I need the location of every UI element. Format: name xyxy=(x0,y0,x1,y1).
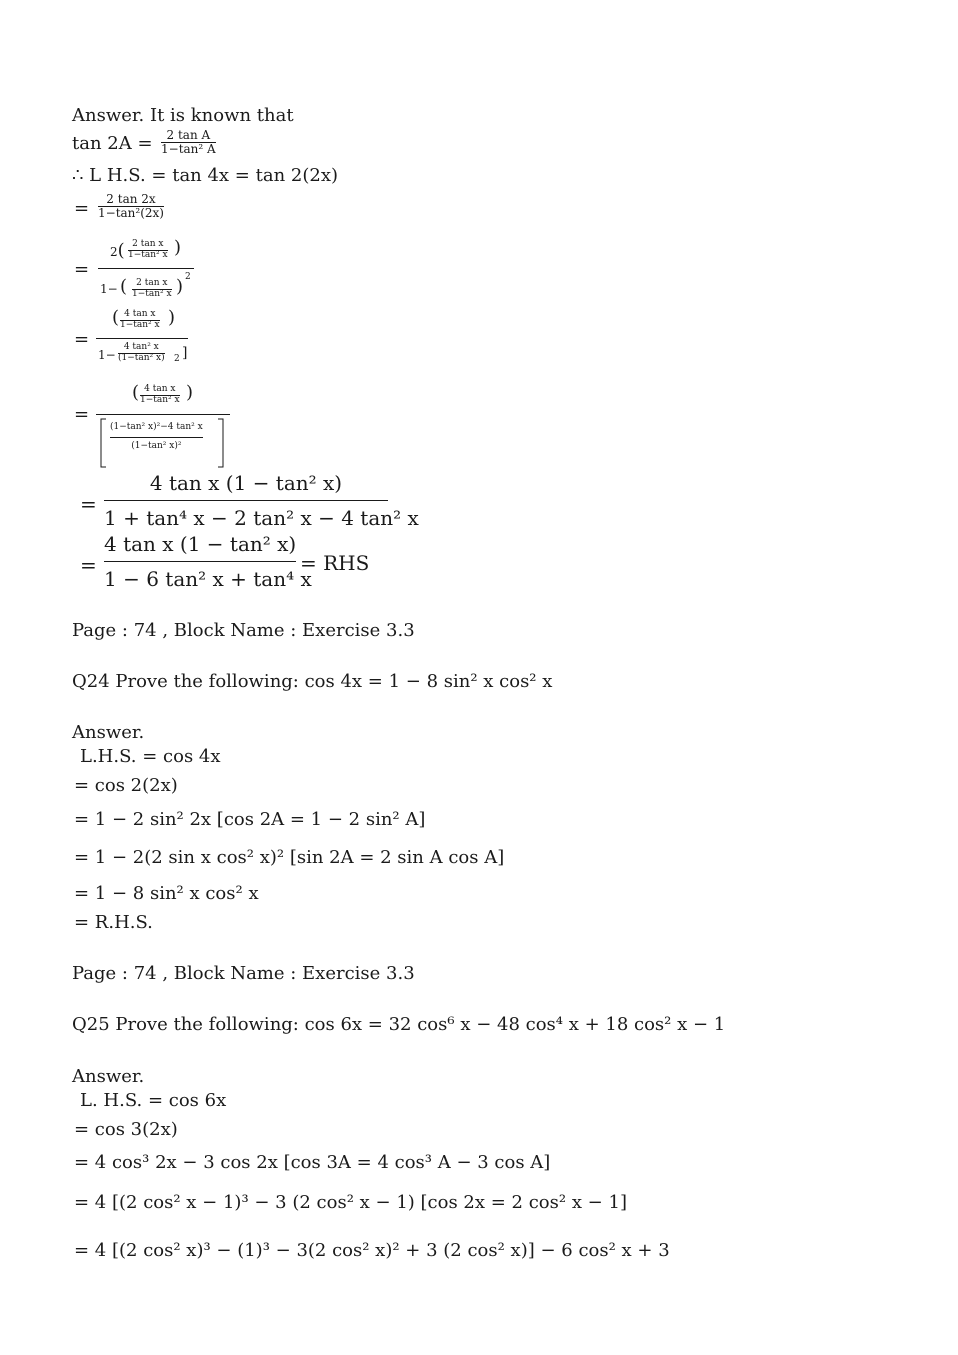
step2-den-fraction: 2 tan x 1−tan² x xyxy=(132,278,172,299)
step6-rhs: = RHS xyxy=(300,551,370,575)
q25-line: = 4 [(2 cos² x − 1)³ − 3 (2 cos² x − 1) [cos 2x = 2 cos² x − 1] xyxy=(74,1192,627,1213)
answer-label: Answer. xyxy=(72,1066,145,1087)
document-page: Answer. It is known that tan 2A = 2 tan A 1−tan² A ∴ L H.S. = tan 4x = tan 2(2x) = 2 tan 2x 1−tan²(2x) = 2( 2 tan x 1−tan² x ) 1− ( 2 tan x 1−tan² x ) 2 = ( 4 tan x 1−tan² x ) 1− 4 tan² x (1−tan² x) 2 ] = ( 4 tan x 1−tan² x ) (1−tan² x)²−4 tan² x (1−tan² x)² = 4 tan x (1 − tan² x) 1 + tan⁴ x − 2 tan² x − 4 tan² x = 4 tan x (1 − tan² x) 1 − 6 tan² x + tan⁴ x = RHS Page : 74 , Block Name : Exercise 3.3 Q24 Prove the following: cos 4x = 1 − 8 sin² x cos² x Answer. L.H.S. = cos 4x = cos 2(2x) = 1 − 2 sin² 2x [cos 2A = 1 − 2 sin² A] = 1 − 2(2 sin x cos² x)² [sin 2A = 2 sin A cos A] = 1 − 8 sin² x cos² x = R.H.S. Page : 74 , Block Name : Exercise 3.3 Q25 Prove the following: cos 6x = 32 cos⁶ x − 48 cos⁴ x + 18 cos² x − 1 Answer. L. H.S. = cos 6x = cos 3(2x) = 4 cos³ 2x − 3 cos 2x [cos 3A = 4 cos³ A − 3 cos A] = 4 [(2 cos² x − 1)³ − 3 (2 cos² x − 1) [cos 2x = 2 cos² x − 1] = 4 [(2 cos² x)³ − (1)³ − 3(2 cos² x)² + 3 (2 cos² x)] − 6 cos² x + 3 xyxy=(72,105,726,1261)
step1-fraction xyxy=(98,193,164,220)
q25-line: L. H.S. = cos 6x xyxy=(80,1090,227,1111)
q25-line: = 4 cos³ 2x − 3 cos 2x [cos 3A = 4 cos³ A − 3 cos A] xyxy=(74,1152,551,1173)
q24-line: = R.H.S. xyxy=(74,912,153,933)
answer-label: Answer. xyxy=(72,722,145,743)
q24-line: = 1 − 2 sin² 2x [cos 2A = 1 − 2 sin² A] xyxy=(74,809,426,830)
step2-den-lead: 1− xyxy=(100,282,118,296)
step2-inner-fraction: 2 tan x 1−tan² x xyxy=(128,239,168,260)
q25-line: = 4 [(2 cos² x)³ − (1)³ − 3(2 cos² x)² + 3 (2 cos² x)] − 6 cos² x + 3 xyxy=(74,1240,670,1261)
q24-line: = 1 − 8 sin² x cos² x xyxy=(74,883,259,904)
step6-fraction xyxy=(104,532,312,591)
step4-inner-fraction: 4 tan x 1−tan² x xyxy=(140,384,180,405)
step2-den-exponent: 2 xyxy=(185,272,191,282)
answer-intro: Answer. It is known that xyxy=(72,105,294,126)
step5-denominator: 1 + tan⁴ x − 2 tan² x − 4 tan² x xyxy=(104,506,419,530)
step5-fraction xyxy=(104,471,419,530)
question-q25: Q25 Prove the following: cos 6x = 32 cos⁶ x − 48 cos⁴ x + 18 cos² x − 1 xyxy=(72,1014,726,1035)
identity-fraction xyxy=(161,129,216,156)
identity-numerator: 2 tan A xyxy=(166,128,211,142)
q24-line: = cos 2(2x) xyxy=(74,775,178,796)
identity-denominator: 1−tan² A xyxy=(161,142,216,157)
step6-numerator: 4 tan x (1 − tan² x) xyxy=(104,532,297,556)
page-reference: Page : 74 , Block Name : Exercise 3.3 xyxy=(72,620,415,641)
step3-den-lead: 1− xyxy=(98,348,116,362)
question-q24: Q24 Prove the following: cos 4x = 1 − 8 sin² x cos² x xyxy=(72,671,553,692)
identity-lhs: tan 2A = xyxy=(72,133,153,154)
step1-eq: = xyxy=(74,198,90,219)
lhs-line: ∴ L H.S. = tan 4x = tan 2(2x) xyxy=(72,165,338,186)
step5-numerator: 4 tan x (1 − tan² x) xyxy=(149,471,343,495)
step1-numerator: 2 tan 2x xyxy=(106,192,156,206)
step3-main-bar xyxy=(96,338,188,339)
step2-numerator: 2( xyxy=(110,240,125,261)
q25-line: = cos 3(2x) xyxy=(74,1119,178,1140)
step2-main-bar xyxy=(98,268,194,269)
q24-line: = 1 − 2(2 sin x cos² x)² [sin 2A = 2 sin A cos A] xyxy=(74,847,505,868)
step3-inner-fraction: 4 tan x 1−tan² x xyxy=(120,309,160,330)
q24-line: L.H.S. = cos 4x xyxy=(80,746,221,767)
step4-den-fraction: (1−tan² x)²−4 tan² x (1−tan² x)² xyxy=(110,422,203,451)
step3-den-exponent: 2 xyxy=(174,354,180,364)
step3-den-fraction: 4 tan² x (1−tan² x) xyxy=(118,342,165,363)
step4-main-bar xyxy=(96,414,230,415)
page-reference: Page : 74 , Block Name : Exercise 3.3 xyxy=(72,963,415,984)
step1-denominator: 1−tan²(2x) xyxy=(98,206,164,221)
step6-denominator: 1 − 6 tan² x + tan⁴ x xyxy=(104,567,312,591)
